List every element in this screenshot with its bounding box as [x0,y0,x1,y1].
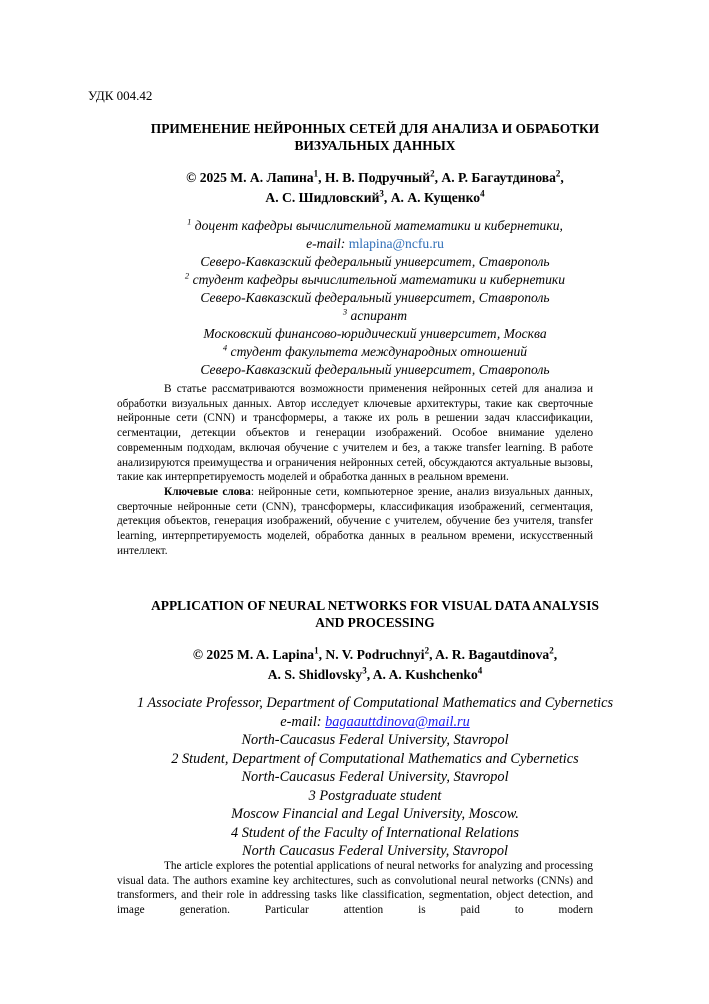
udk-code: УДК 004.42 [88,88,153,103]
en-abstract [117,859,593,918]
ru-authors-line-2: А. С. Шидловский$^3$, А. А. Кущенко$^4$ [265,188,485,205]
author-name: , Н. В. Подручный [318,170,431,185]
en-authors-line-1: © 2025 M. A. Lapina$^1$, N. V. Podruchnyi$^2$, A. R. Bagautdinova$^2$, [192,645,558,662]
en-authors [110,645,640,685]
ru-affiliations: $^1$ доцент кафедры вычислительной математики и кибернетики, e-mail: mlapina@ncfu.ru Северо-Кавказский федеральный университет, Ставрополь $^2$ студент кафедры вычислительной математики и кибернетики Северо-Кавказский федеральный университет, Ставрополь $^3$ аспирант Московский финансово-юридический университет, Москва $^4$ студент факультета международных отношений Северо-Кавказский федеральный университет, Ставрополь [184,216,566,377]
en-abstract-text: The article explores the potential applications of neural networks for analyzing and processing visual data. The authors examine key architectures, such as convolutional neural networks (CNNs) and transformers, and their role in addressing tasks like classification, segmentation, object detection, and image generation. Particular attention is paid to modern [117,860,593,917]
email-link[interactable]: mlapina@ncfu.ru [348,236,444,251]
author-name: , А. А. Кущенко [383,190,481,205]
author-name: , A. A. Kushchenko [366,667,478,682]
en-title [100,597,650,631]
author-name: А. С. Шидловский [265,190,380,205]
ru-title-line-1: ПРИМЕНЕНИЕ НЕЙРОННЫХ СЕТЕЙ ДЛЯ АНАЛИЗА И ОБРАБОТКИ [150,121,600,136]
ru-abstract-text: В статье рассматриваются возможности применения нейронных сетей для анализа и обработки визуальных данных. Автор исследует ключевые архитектуры, такие как сверточные нейронные сети (CNN) и трансформеры, а также их роль в решении задач классификации, сегментации, детекции объектов и генерации изображений. Особое внимание уделено современным подходам, включая обучение с учителем и без, а также transfer learning. В работе анализируются преимущества и ограничения нейронных сетей, обсуждаются актуальные вызовы, такие как интерпретируемость моделей и обработка данных в реальном времени. [117,383,593,484]
ru-authors [110,168,640,208]
author-name: M. A. Lapina [237,647,315,662]
author-name: , А. Р. Багаутдинова [434,170,556,185]
email-link[interactable]: bagaauttdinova@mail.ru [325,713,470,730]
ru-keywords: Ключевые слова: нейронные сети, компьютерное зрение, анализ визуальных данных, сверточные нейронные сети (CNN), трансформеры, классификация изображений, сегментация, детекция объектов, генерация изображений, обучение с учителем, обучение без учителя, transfer learning, интерпретируемость моделей, обработка данных в реальном времени, искусственный интеллект. [117,485,593,557]
keywords-label: Ключевые слова [164,485,251,498]
en-title-line-2: AND PROCESSING [315,615,435,630]
author-name: , N. V. Podruchnyi [318,647,425,662]
ru-abstract [117,382,593,558]
ru-title-line-2: ВИЗУАЛЬНЫХ ДАННЫХ [294,138,456,153]
ru-authors-line-1: © 2025 М. А. Лапина$^1$, Н. В. Подручный$^2$, А. Р. Багаутдинова$^2$, [186,168,564,185]
en-authors-line-2: A. S. Shidlovsky$^3$, A. A. Kushchenko$^4$ [267,665,483,682]
en-title-line-1: APPLICATION OF NEURAL NETWORKS FOR VISUAL DATA ANALYSIS [151,598,599,613]
ru-title [110,120,640,154]
author-name: , A. R. Bagautdinova [429,647,550,662]
author-name: A. S. Shidlovsky [267,667,363,682]
en-affiliations: 1 Associate Professor, Department of Computational Mathematics and Cybernetics e-mail: bagaauttdinova@mail.ru North-Caucasus Federal University, Stavropol 2 Student, Department of Computational Mathematics and Cybernetics North-Caucasus Federal University, Stavropol 3 Postgraduate student Moscow Financial and Legal University, Moscow. 4 Student of the Faculty of International Relations North Caucasus Federal University, Stavropol [136,695,614,859]
author-name: М. А. Лапина [230,170,314,185]
